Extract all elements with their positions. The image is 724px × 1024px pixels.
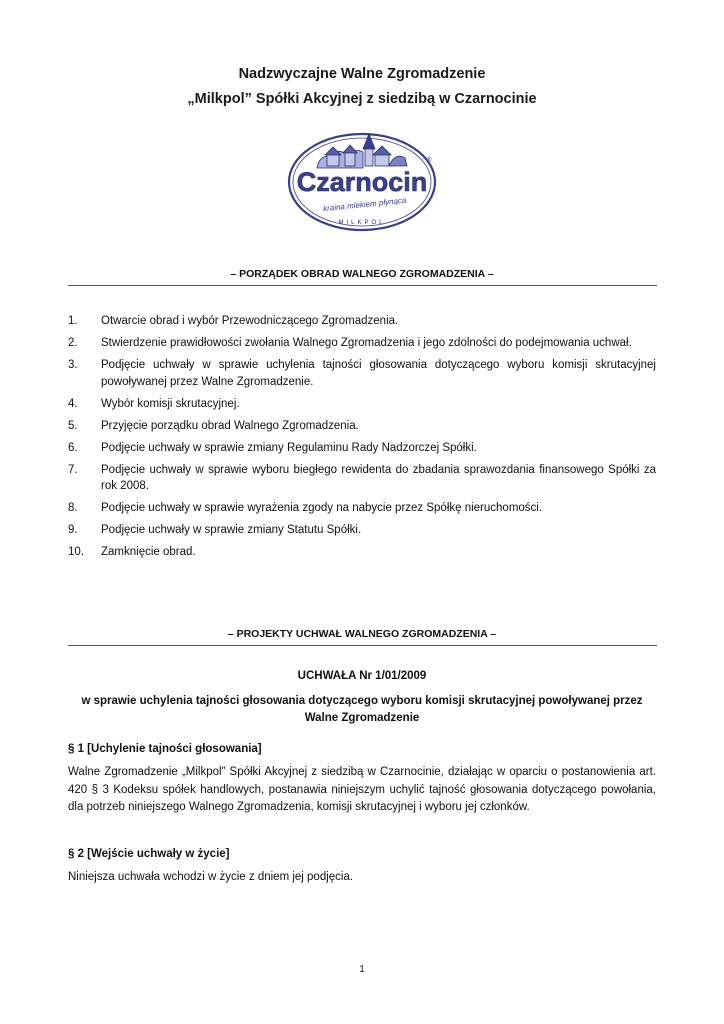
agenda-item-number: 6. <box>68 441 78 454</box>
agenda-item-text: Podjęcie uchwały w sprawie zmiany Statutu Spółki. <box>101 524 362 536</box>
agenda-item-text: Podjęcie uchwały w sprawie uchylenia tajności głosowania dotyczącego wyboru komisji skrutacyjnej powoływanej przez Walne Zgromadzenie. <box>101 359 656 388</box>
registered-mark: ® <box>426 157 432 164</box>
agenda-item <box>68 313 656 330</box>
projects-divider <box>68 645 657 646</box>
resolution-number: UCHWAŁA Nr 1/01/2009 <box>297 670 427 682</box>
document-title-line2: „Milkpol” Spółki Akcyjnej z siedzibą w Czarnocinie <box>187 91 537 107</box>
agenda-item-text: Podjęcie uchwały w sprawie wyrażenia zgody na nabycie przez Spółkę nieruchomości. <box>101 502 543 514</box>
section2-text: Niniejsza uchwała wchodzi w życie z dniem jej podjęcia. <box>68 871 354 883</box>
resolution-subject: w sprawie uchylenia tajności głosowania dotyczącego wyboru komisji skrutacyjnej powoływanej przez Walne Zgromadzenie <box>81 695 643 724</box>
agenda-item <box>68 357 656 390</box>
agenda-item-text: Zamknięcie obrad. <box>101 546 196 558</box>
agenda-item-number: 5. <box>68 419 78 432</box>
logo-tagline: kraina mlekiem płynąca <box>322 195 407 214</box>
agenda-item <box>68 462 656 495</box>
agenda-item-number: 3. <box>68 359 78 371</box>
agenda-item-text: Stwierdzenie prawidłowości zwołania Walnego Zgromadzenia i jego zdolności do podejmowania uchwał. <box>101 337 632 349</box>
page-number: 1 <box>359 964 365 975</box>
agenda-item <box>68 418 656 435</box>
section2-heading: § 2 [Wejście uchwały w życie] <box>68 848 230 860</box>
agenda-heading: – PORZĄDEK OBRAD WALNEGO ZGROMADZENIA – <box>230 268 494 280</box>
agenda-item <box>68 396 656 413</box>
agenda-item-number: 7. <box>68 463 78 476</box>
logo-company: MILKPOL <box>338 220 386 226</box>
czarnocin-logo <box>283 122 441 234</box>
agenda-item-text: Podjęcie uchwały w sprawie zmiany Regulaminu Rady Nadzorczej Spółki. <box>101 441 477 454</box>
section1-text: Walne Zgromadzenie „Milkpol” Spółki Akcyjnej z siedzibą w Czarnocinie, działając w oparciu o postanowienia art. 420 § 3 Kodeksu spółek handlowych, postanawia niniejszym uchylić tajność głosowania dotyczącego powołania, dla potrzeb niniejszego Walnego Zgromadzenia, komisji skrutacyjnej i wyboru jej członków. <box>68 766 656 813</box>
agenda-item-number: 8. <box>68 502 78 514</box>
document-title-line1: Nadzwyczajne Walne Zgromadzenie <box>238 66 486 82</box>
logo-brand-text: Czarnocin <box>296 167 428 197</box>
agenda-item-number: 10. <box>68 546 84 558</box>
agenda-item <box>68 500 656 517</box>
agenda-item-number: 4. <box>68 397 78 410</box>
agenda-item <box>68 522 656 539</box>
agenda-item-text: Otwarcie obrad i wybór Przewodniczącego Zgromadzenia. <box>101 315 399 327</box>
agenda-item-number: 2. <box>68 337 78 349</box>
agenda-item <box>68 335 656 352</box>
section1-heading: § 1 [Uchylenie tajności głosowania] <box>68 743 262 755</box>
agenda-item-text: Przyjęcie porządku obrad Walnego Zgromadzenia. <box>101 419 359 432</box>
projects-heading: – PROJEKTY UCHWAŁ WALNEGO ZGROMADZENIA – <box>227 628 497 640</box>
agenda-item <box>68 544 656 561</box>
agenda-divider <box>68 285 657 286</box>
agenda-item-text: Wybór komisji skrutacyjnej. <box>101 397 240 410</box>
agenda-item <box>68 440 656 457</box>
agenda-list <box>68 313 656 566</box>
agenda-item-number: 9. <box>68 524 78 536</box>
agenda-item-text: Podjęcie uchwały w sprawie wyboru biegłego rewidenta do zbadania sprawozdania finansowego Spółki za rok 2008. <box>101 463 656 492</box>
agenda-item-number: 1. <box>68 315 78 327</box>
